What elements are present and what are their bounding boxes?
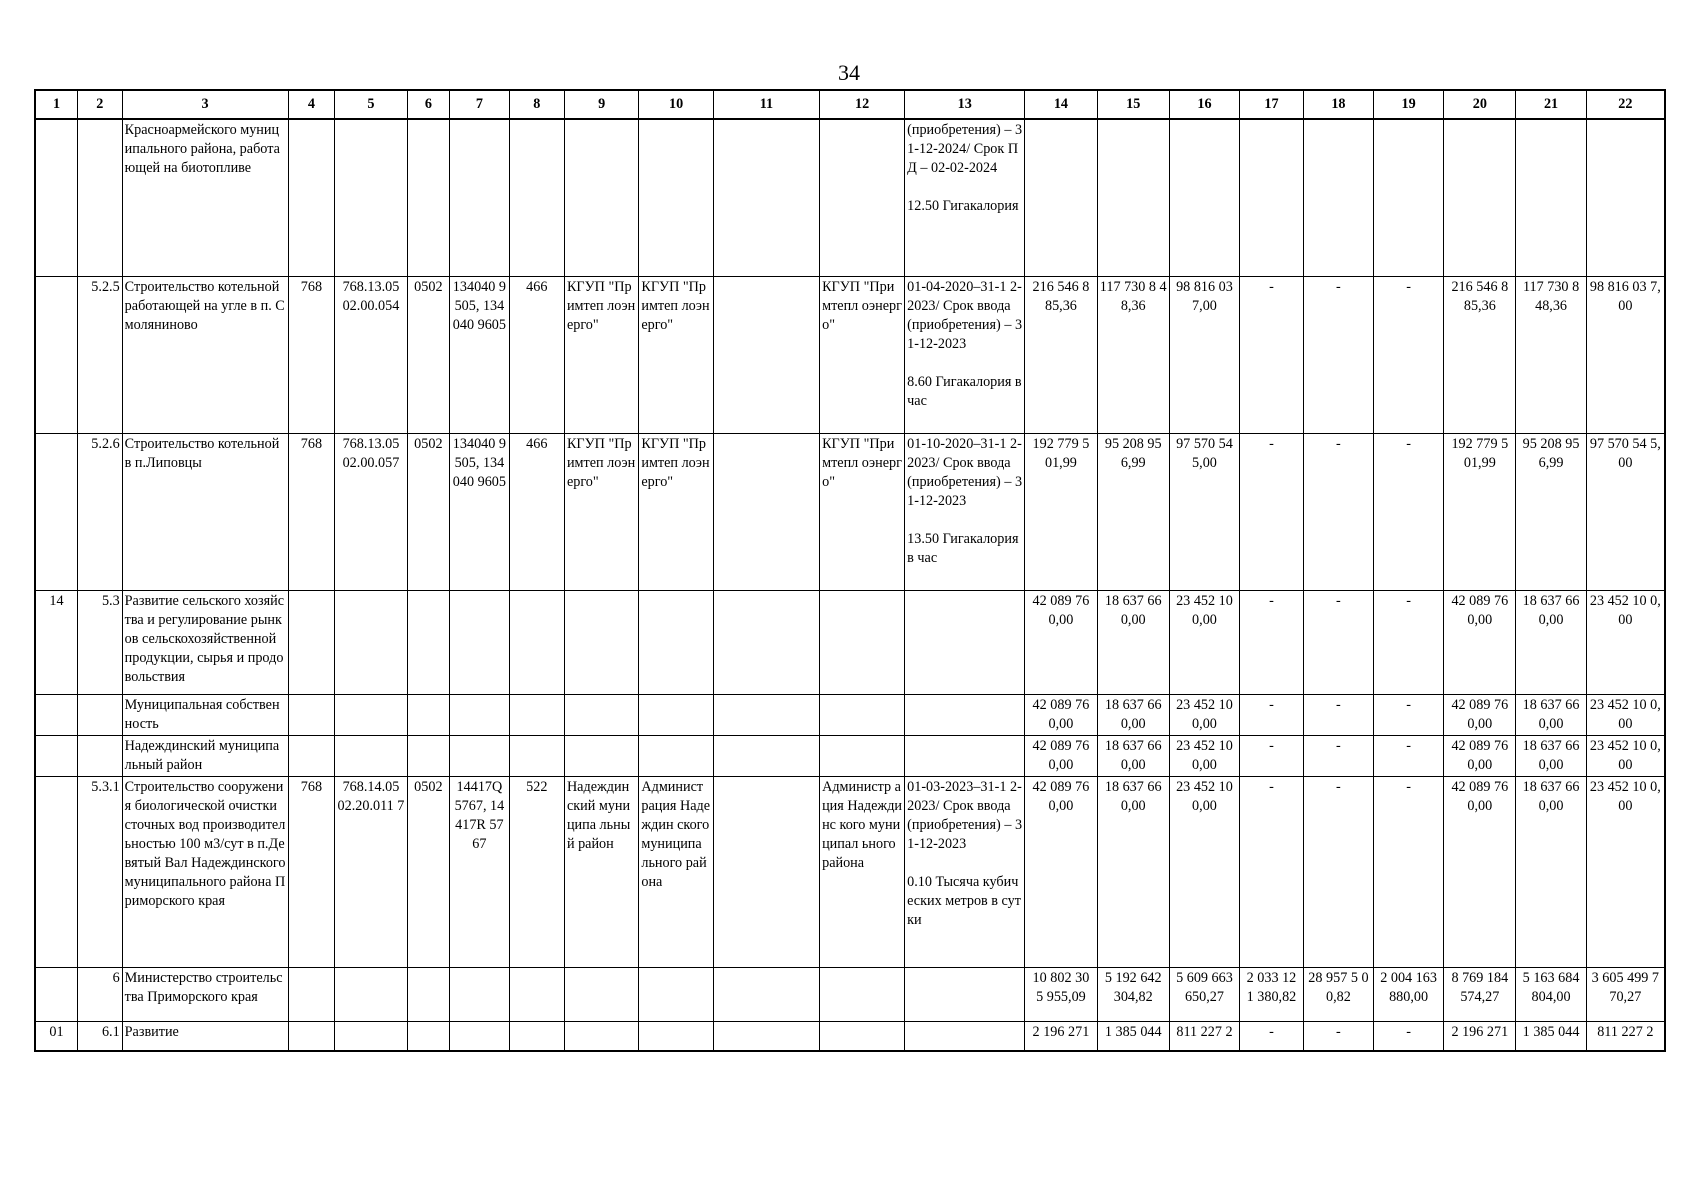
cell-col-9: Надеждин ский муниципа льный район xyxy=(564,776,638,967)
cell-col-22: 98 816 03 7,00 xyxy=(1586,276,1665,433)
cell-col-18: - xyxy=(1303,776,1373,967)
cell-col-21: 18 637 66 0,00 xyxy=(1516,776,1586,967)
cell-col-16: 23 452 10 0,00 xyxy=(1169,776,1239,967)
column-header-10: 10 xyxy=(639,90,713,119)
cell-col-16: 97 570 54 5,00 xyxy=(1169,433,1239,590)
cell-col-8 xyxy=(509,1021,564,1051)
cell-col-3: Развитие сельского хозяйства и регулирование рынков сельскохозяйственной продукции, сырья и продовольствия xyxy=(122,590,288,694)
table-body xyxy=(35,119,1665,1051)
cell-col-20 xyxy=(1444,119,1516,276)
cell-col-4: 768 xyxy=(288,276,335,433)
cell-col-11 xyxy=(713,119,819,276)
cell-col-6: 0502 xyxy=(407,433,450,590)
cell-col-3: Строительство котельной в п.Липовцы xyxy=(122,433,288,590)
cell-col-10: Админист рация Надеждин ского муниципа льного района xyxy=(639,776,713,967)
column-header-2: 2 xyxy=(78,90,123,119)
cell-col-4: 768 xyxy=(288,776,335,967)
cell-col-15: 18 637 66 0,00 xyxy=(1097,694,1169,735)
cell-col-6 xyxy=(407,967,450,1021)
cell-col-18: - xyxy=(1303,276,1373,433)
cell-col-6 xyxy=(407,119,450,276)
cell-col-6 xyxy=(407,590,450,694)
cell-col-12 xyxy=(820,119,905,276)
cell-col-19: - xyxy=(1374,776,1444,967)
cell-col-4 xyxy=(288,967,335,1021)
cell-col-10 xyxy=(639,590,713,694)
cell-col-10 xyxy=(639,119,713,276)
cell-col-17: - xyxy=(1240,276,1304,433)
cell-col-20: 2 196 271 xyxy=(1444,1021,1516,1051)
cell-col-7 xyxy=(450,735,510,776)
cell-col-2 xyxy=(78,735,123,776)
cell-col-16: 98 816 03 7,00 xyxy=(1169,276,1239,433)
cell-col-22: 23 452 10 0,00 xyxy=(1586,694,1665,735)
row-6-ministry xyxy=(35,967,1665,1021)
cell-col-5 xyxy=(335,694,407,735)
cell-col-22: 23 452 10 0,00 xyxy=(1586,590,1665,694)
cell-col-8 xyxy=(509,967,564,1021)
cell-col-21: 18 637 66 0,00 xyxy=(1516,694,1586,735)
cell-col-20: 8 769 184 574,27 xyxy=(1444,967,1516,1021)
cell-col-16 xyxy=(1169,119,1239,276)
column-header-14: 14 xyxy=(1025,90,1097,119)
cell-col-7 xyxy=(450,1021,510,1051)
row-6-1 xyxy=(35,1021,1665,1051)
cell-col-20: 192 779 5 01,99 xyxy=(1444,433,1516,590)
cell-col-5 xyxy=(335,735,407,776)
cell-col-8 xyxy=(509,694,564,735)
cell-col-3: Министерство строительства Приморского края xyxy=(122,967,288,1021)
cell-col-4 xyxy=(288,1021,335,1051)
cell-col-9 xyxy=(564,694,638,735)
cell-col-3: Развитие xyxy=(122,1021,288,1051)
column-header-6: 6 xyxy=(407,90,450,119)
cell-col-9 xyxy=(564,1021,638,1051)
cell-col-5 xyxy=(335,590,407,694)
cell-col-21: 1 385 044 xyxy=(1516,1021,1586,1051)
cell-col-4 xyxy=(288,735,335,776)
cell-col-14 xyxy=(1025,119,1097,276)
column-header-16: 16 xyxy=(1169,90,1239,119)
column-header-11: 11 xyxy=(713,90,819,119)
cell-col-15: 95 208 95 6,99 xyxy=(1097,433,1169,590)
cell-col-20: 42 089 76 0,00 xyxy=(1444,694,1516,735)
row-municipal-property xyxy=(35,694,1665,735)
cell-col-13 xyxy=(905,967,1025,1021)
cell-col-7 xyxy=(450,967,510,1021)
cell-col-3: Красноармейского муниципального района, работающей на биотопливе xyxy=(122,119,288,276)
cell-col-14: 42 089 76 0,00 xyxy=(1025,590,1097,694)
cell-col-2 xyxy=(78,119,123,276)
cell-col-1 xyxy=(35,433,78,590)
cell-col-15: 18 637 66 0,00 xyxy=(1097,776,1169,967)
cell-col-5 xyxy=(335,1021,407,1051)
cell-col-13: 01-03-2023–31-1 2-2023/ Срок ввода (приобретения) – 31-12-2023 0.10 Тысяча кубических метров в сутки xyxy=(905,776,1025,967)
column-header-9: 9 xyxy=(564,90,638,119)
cell-col-11 xyxy=(713,776,819,967)
cell-col-12 xyxy=(820,967,905,1021)
cell-col-2: 5.3 xyxy=(78,590,123,694)
cell-col-1 xyxy=(35,776,78,967)
cell-col-8 xyxy=(509,590,564,694)
column-header-12: 12 xyxy=(820,90,905,119)
cell-col-16: 5 609 663 650,27 xyxy=(1169,967,1239,1021)
column-header-7: 7 xyxy=(450,90,510,119)
cell-col-13 xyxy=(905,735,1025,776)
cell-col-1 xyxy=(35,735,78,776)
cell-col-15: 18 637 66 0,00 xyxy=(1097,735,1169,776)
cell-col-6 xyxy=(407,1021,450,1051)
cell-col-22: 97 570 54 5,00 xyxy=(1586,433,1665,590)
cell-col-22: 811 227 2 xyxy=(1586,1021,1665,1051)
cell-col-2: 5.3.1 xyxy=(78,776,123,967)
cell-col-20: 216 546 8 85,36 xyxy=(1444,276,1516,433)
column-header-13: 13 xyxy=(905,90,1025,119)
cell-col-15: 117 730 8 48,36 xyxy=(1097,276,1169,433)
cell-col-18: - xyxy=(1303,433,1373,590)
cell-col-17: - xyxy=(1240,694,1304,735)
cell-col-9 xyxy=(564,735,638,776)
cell-col-22: 3 605 499 770,27 xyxy=(1586,967,1665,1021)
row-5-2-5 xyxy=(35,276,1665,433)
cell-col-3: Строительство сооружения биологической очистки сточных вод производительностью 100 м3/сут в п.Девятый Вал Надеждинского муниципального района Приморского края xyxy=(122,776,288,967)
budget-table xyxy=(34,89,1666,1052)
cell-col-20: 42 089 76 0,00 xyxy=(1444,590,1516,694)
cell-col-14: 42 089 76 0,00 xyxy=(1025,694,1097,735)
cell-col-22 xyxy=(1586,119,1665,276)
cell-col-16: 23 452 10 0,00 xyxy=(1169,590,1239,694)
cell-col-9: КГУП "Примтеп лоэнерго" xyxy=(564,276,638,433)
cell-col-8 xyxy=(509,119,564,276)
cell-col-16: 23 452 10 0,00 xyxy=(1169,735,1239,776)
cell-col-1 xyxy=(35,967,78,1021)
cell-col-2: 5.2.6 xyxy=(78,433,123,590)
cell-col-21: 18 637 66 0,00 xyxy=(1516,735,1586,776)
cell-col-7: 14417Q 5767, 14417R 5767 xyxy=(450,776,510,967)
cell-col-2 xyxy=(78,694,123,735)
cell-col-14: 42 089 76 0,00 xyxy=(1025,776,1097,967)
cell-col-17: - xyxy=(1240,735,1304,776)
cell-col-5: 768.13.05 02.00.054 xyxy=(335,276,407,433)
cell-col-3: Муниципальная собственность xyxy=(122,694,288,735)
cell-col-16: 23 452 10 0,00 xyxy=(1169,694,1239,735)
cell-col-15 xyxy=(1097,119,1169,276)
column-header-4: 4 xyxy=(288,90,335,119)
cell-col-2: 5.2.5 xyxy=(78,276,123,433)
cell-col-15: 1 385 044 xyxy=(1097,1021,1169,1051)
cell-col-12 xyxy=(820,694,905,735)
cell-col-9 xyxy=(564,119,638,276)
column-header-1: 1 xyxy=(35,90,78,119)
cell-col-7 xyxy=(450,590,510,694)
cell-col-17: - xyxy=(1240,433,1304,590)
column-header-8: 8 xyxy=(509,90,564,119)
row-5-2-6 xyxy=(35,433,1665,590)
column-header-21: 21 xyxy=(1516,90,1586,119)
cell-col-12: КГУП "Примтепл оэнерго" xyxy=(820,276,905,433)
page-number: 34 xyxy=(838,60,860,85)
cell-col-8: 466 xyxy=(509,433,564,590)
cell-col-9 xyxy=(564,967,638,1021)
cell-col-6 xyxy=(407,735,450,776)
column-header-19: 19 xyxy=(1374,90,1444,119)
cell-col-17: - xyxy=(1240,1021,1304,1051)
cell-col-19: 2 004 163 880,00 xyxy=(1374,967,1444,1021)
cell-col-20: 42 089 76 0,00 xyxy=(1444,776,1516,967)
cell-col-18: - xyxy=(1303,694,1373,735)
cell-col-11 xyxy=(713,1021,819,1051)
cell-col-21: 95 208 95 6,99 xyxy=(1516,433,1586,590)
cell-col-12 xyxy=(820,590,905,694)
cell-col-17 xyxy=(1240,119,1304,276)
column-header-17: 17 xyxy=(1240,90,1304,119)
cell-col-13: 01-10-2020–31-1 2-2023/ Срок ввода (приобретения) – 31-12-2023 13.50 Гигакалория в час xyxy=(905,433,1025,590)
cell-col-10: КГУП "Примтеп лоэнерго" xyxy=(639,433,713,590)
cell-col-19 xyxy=(1374,119,1444,276)
cell-col-18: - xyxy=(1303,735,1373,776)
cell-col-12: Администр ация Надеждинс кого муниципал ьного района xyxy=(820,776,905,967)
cell-col-14: 216 546 8 85,36 xyxy=(1025,276,1097,433)
header-row xyxy=(35,90,1665,119)
cell-col-2: 6.1 xyxy=(78,1021,123,1051)
cell-col-9: КГУП "Примтеп лоэнерго" xyxy=(564,433,638,590)
cell-col-4: 768 xyxy=(288,433,335,590)
cell-col-19: - xyxy=(1374,735,1444,776)
cell-col-21: 5 163 684 804,00 xyxy=(1516,967,1586,1021)
column-header-20: 20 xyxy=(1444,90,1516,119)
cell-col-7: 134040 9505, 134040 9605 xyxy=(450,433,510,590)
cell-col-5 xyxy=(335,119,407,276)
cell-col-13: (приобретения) – 31-12-2024/ Срок ПД – 02-02-2024 12.50 Гигакалория xyxy=(905,119,1025,276)
cell-col-1 xyxy=(35,119,78,276)
row-5-3-1 xyxy=(35,776,1665,967)
cell-col-19: - xyxy=(1374,590,1444,694)
cell-col-17: - xyxy=(1240,590,1304,694)
cell-col-10 xyxy=(639,1021,713,1051)
cell-col-22: 23 452 10 0,00 xyxy=(1586,776,1665,967)
cell-col-21: 117 730 8 48,36 xyxy=(1516,276,1586,433)
row-continued-biofuel xyxy=(35,119,1665,276)
cell-col-5 xyxy=(335,967,407,1021)
cell-col-10: КГУП "Примтеп лоэнерго" xyxy=(639,276,713,433)
cell-col-13: 01-04-2020–31-1 2-2023/ Срок ввода (приобретения) – 31-12-2023 8.60 Гигакалория в час xyxy=(905,276,1025,433)
cell-col-19: - xyxy=(1374,1021,1444,1051)
cell-col-16: 811 227 2 xyxy=(1169,1021,1239,1051)
cell-col-13 xyxy=(905,694,1025,735)
cell-col-7 xyxy=(450,119,510,276)
cell-col-18: - xyxy=(1303,1021,1373,1051)
row-nadezhdinsky-district xyxy=(35,735,1665,776)
cell-col-6: 0502 xyxy=(407,776,450,967)
cell-col-6 xyxy=(407,694,450,735)
cell-col-5: 768.13.05 02.00.057 xyxy=(335,433,407,590)
cell-col-8 xyxy=(509,735,564,776)
cell-col-18 xyxy=(1303,119,1373,276)
cell-col-1: 01 xyxy=(35,1021,78,1051)
cell-col-6: 0502 xyxy=(407,276,450,433)
cell-col-14: 42 089 76 0,00 xyxy=(1025,735,1097,776)
cell-col-13 xyxy=(905,590,1025,694)
cell-col-20: 42 089 76 0,00 xyxy=(1444,735,1516,776)
cell-col-14: 192 779 5 01,99 xyxy=(1025,433,1097,590)
cell-col-7: 134040 9505, 134040 9605 xyxy=(450,276,510,433)
cell-col-5: 768.14.05 02.20.011 7 xyxy=(335,776,407,967)
cell-col-12 xyxy=(820,735,905,776)
cell-col-18: 28 957 5 00,82 xyxy=(1303,967,1373,1021)
cell-col-14: 10 802 30 5 955,09 xyxy=(1025,967,1097,1021)
cell-col-11 xyxy=(713,590,819,694)
cell-col-4 xyxy=(288,590,335,694)
cell-col-3: Строительство котельной работающей на угле в п. Смоляниново xyxy=(122,276,288,433)
column-header-18: 18 xyxy=(1303,90,1373,119)
cell-col-1 xyxy=(35,694,78,735)
cell-col-7 xyxy=(450,694,510,735)
cell-col-11 xyxy=(713,433,819,590)
column-header-22: 22 xyxy=(1586,90,1665,119)
cell-col-13 xyxy=(905,1021,1025,1051)
cell-col-11 xyxy=(713,694,819,735)
cell-col-8: 466 xyxy=(509,276,564,433)
cell-col-19: - xyxy=(1374,433,1444,590)
cell-col-10 xyxy=(639,694,713,735)
cell-col-10 xyxy=(639,735,713,776)
cell-col-11 xyxy=(713,735,819,776)
cell-col-17: 2 033 12 1 380,82 xyxy=(1240,967,1304,1021)
cell-col-3: Надеждинский муниципальный район xyxy=(122,735,288,776)
cell-col-18: - xyxy=(1303,590,1373,694)
cell-col-11 xyxy=(713,967,819,1021)
column-header-15: 15 xyxy=(1097,90,1169,119)
cell-col-8: 522 xyxy=(509,776,564,967)
cell-col-19: - xyxy=(1374,694,1444,735)
cell-col-15: 5 192 642 304,82 xyxy=(1097,967,1169,1021)
cell-col-9 xyxy=(564,590,638,694)
cell-col-4 xyxy=(288,119,335,276)
row-5-3 xyxy=(35,590,1665,694)
cell-col-21: 18 637 66 0,00 xyxy=(1516,590,1586,694)
cell-col-4 xyxy=(288,694,335,735)
cell-col-12 xyxy=(820,1021,905,1051)
cell-col-14: 2 196 271 xyxy=(1025,1021,1097,1051)
cell-col-21 xyxy=(1516,119,1586,276)
column-header-3: 3 xyxy=(122,90,288,119)
cell-col-1 xyxy=(35,276,78,433)
cell-col-19: - xyxy=(1374,276,1444,433)
cell-col-11 xyxy=(713,276,819,433)
cell-col-22: 23 452 10 0,00 xyxy=(1586,735,1665,776)
cell-col-2: 6 xyxy=(78,967,123,1021)
cell-col-10 xyxy=(639,967,713,1021)
cell-col-1: 14 xyxy=(35,590,78,694)
cell-col-15: 18 637 66 0,00 xyxy=(1097,590,1169,694)
cell-col-17: - xyxy=(1240,776,1304,967)
column-header-5: 5 xyxy=(335,90,407,119)
cell-col-12: КГУП "Примтепл оэнерго" xyxy=(820,433,905,590)
